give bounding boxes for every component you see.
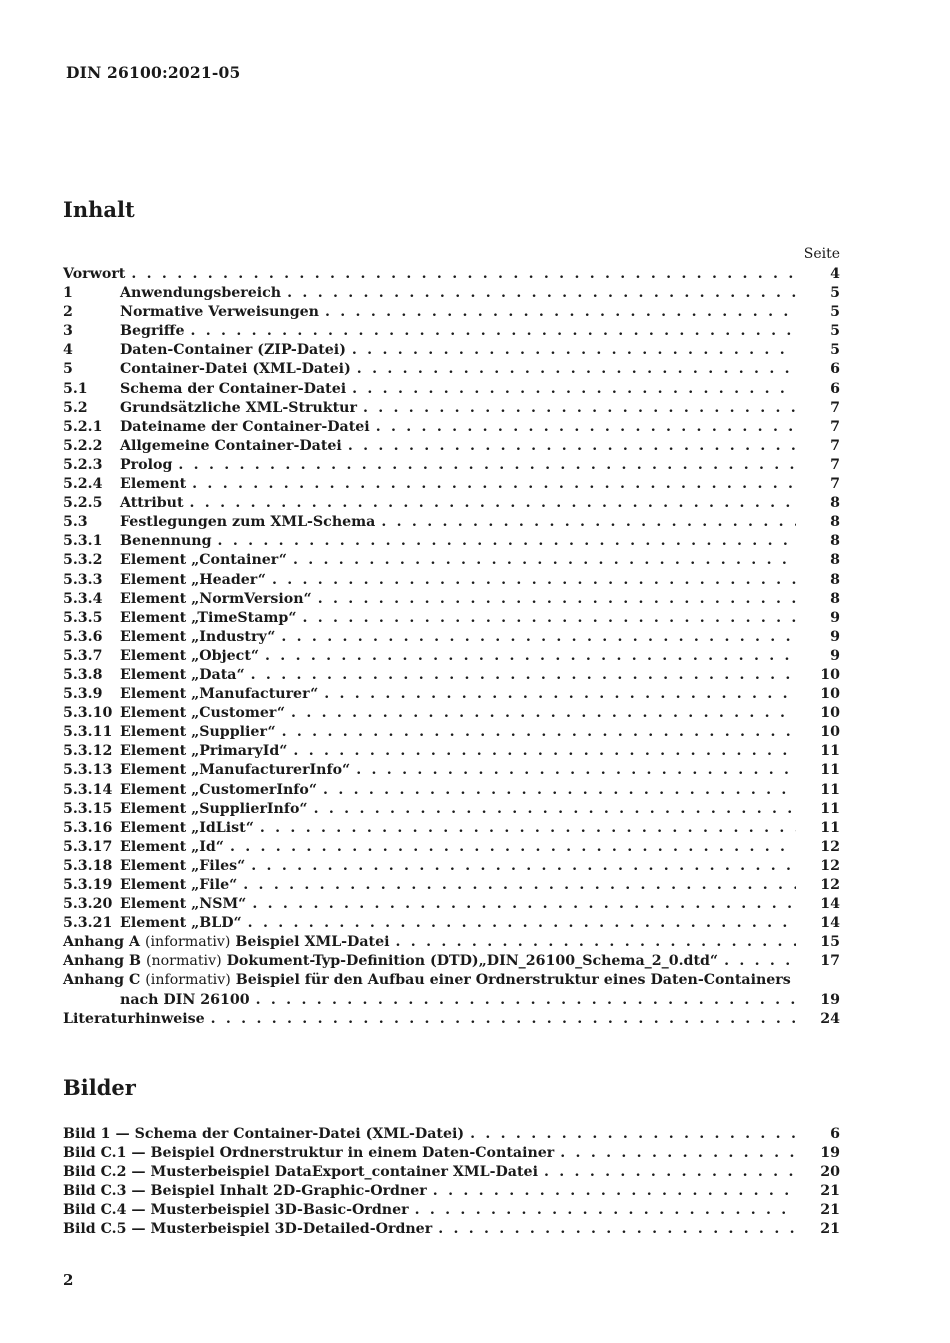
- toc-entry[interactable]: [63, 914, 840, 933]
- toc-leader-dots: [190, 322, 796, 341]
- list-of-figures: [63, 1125, 840, 1240]
- toc-entry-page: 19: [820, 991, 840, 1008]
- toc-leader-dots: [724, 952, 796, 971]
- toc-entry-number: 5.3.17: [63, 838, 113, 855]
- figure-entry[interactable]: [63, 1201, 840, 1220]
- annex-title-continuation: nach DIN 26100: [120, 991, 250, 1008]
- figure-entry-title: Bild C.4 — Musterbeispiel 3D-Basic-Ordner: [63, 1202, 409, 1219]
- toc-entry-page: 5: [830, 323, 840, 340]
- toc-leader-dots: [318, 590, 796, 609]
- toc-entry-title: Element „File“: [120, 877, 238, 893]
- toc-entry[interactable]: [63, 322, 840, 341]
- toc-entry-title: Element „TimeStamp“: [120, 609, 297, 626]
- toc-entry-number: 5.2.4: [63, 476, 103, 493]
- toc-entry-title: Element „Files“: [120, 857, 246, 874]
- toc-entry-title: Schema der Container-Datei: [120, 380, 347, 397]
- toc-entry[interactable]: [63, 838, 840, 857]
- toc-entry-page: 10: [820, 705, 840, 722]
- toc-entry[interactable]: [63, 666, 840, 685]
- toc-leader-dots: [218, 532, 796, 551]
- toc-entry[interactable]: [63, 609, 840, 628]
- toc-leader-dots: [251, 666, 796, 685]
- toc-entry-page: 12: [820, 838, 840, 855]
- toc-leader-dots: [438, 1220, 796, 1239]
- toc-annex-title-group: [63, 971, 791, 990]
- toc-leader-dots: [433, 1182, 796, 1201]
- toc-entry-number: 5: [63, 361, 73, 378]
- toc-entry-page: 10: [820, 686, 840, 703]
- toc-entry-page: 7: [830, 437, 840, 454]
- toc-leader-dots: [251, 857, 796, 876]
- page-column-label: Seite: [803, 246, 840, 262]
- toc-leader-dots: [376, 418, 796, 437]
- toc-entry[interactable]: [63, 647, 840, 666]
- annex-kind: (normativ): [145, 953, 222, 970]
- toc-entry[interactable]: [63, 284, 840, 303]
- toc-entry-page: 11: [820, 781, 840, 798]
- toc-entry-title: Grundsätzliche XML-Struktur: [120, 399, 357, 416]
- toc-entry-page: 12: [820, 877, 840, 893]
- contents-heading: Inhalt: [63, 197, 135, 222]
- toc-leader-dots: [363, 399, 796, 418]
- toc-entry-page: 9: [830, 647, 840, 664]
- annex-kind: (informativ): [144, 934, 231, 951]
- toc-entry[interactable]: [63, 265, 840, 284]
- toc-entry-page: 14: [820, 915, 840, 932]
- figure-entry[interactable]: [63, 1220, 840, 1239]
- figure-entry-title: Bild C.1 — Beispiel Ordnerstruktur in einem Daten-Container: [63, 1145, 555, 1162]
- toc-entry-page: 5: [830, 285, 840, 302]
- toc-entry[interactable]: [63, 494, 840, 513]
- toc-entry-number: 2: [63, 304, 73, 321]
- toc-entry-title: Allgemeine Container-Datei: [120, 437, 342, 454]
- toc-entry-title: Element „Container“: [120, 552, 287, 569]
- toc-entry-title: Normative Verweisungen: [120, 304, 319, 321]
- toc-entry-number: 5.3.12: [63, 743, 113, 760]
- toc-entry[interactable]: [63, 590, 840, 609]
- toc-entry-title: Element „BLD“: [120, 915, 242, 932]
- toc-entry-number: 5.2: [63, 399, 88, 416]
- toc-entry-page: 5: [830, 342, 840, 359]
- toc-annex-entry[interactable]: [63, 971, 840, 990]
- figure-entry-page: 21: [820, 1221, 840, 1238]
- toc-entry-title: Daten-Container (ZIP-Datei): [120, 342, 346, 359]
- toc-leader-dots: [302, 609, 796, 628]
- figure-entry-page: 6: [830, 1126, 840, 1142]
- toc-entry[interactable]: [63, 571, 840, 590]
- toc-leader-dots: [314, 800, 796, 819]
- toc-leader-dots: [291, 704, 796, 723]
- toc-entry[interactable]: [63, 341, 840, 360]
- toc-leader-dots: [352, 380, 796, 399]
- table-of-contents: [63, 265, 840, 1029]
- toc-entry-title: Dateiname der Container-Datei: [120, 418, 370, 435]
- toc-entry-title: Element „Customer“: [120, 705, 286, 722]
- toc-annex-entry[interactable]: [63, 952, 840, 971]
- toc-entry-page: 4: [830, 266, 840, 282]
- toc-entry-page: 6: [830, 380, 840, 397]
- toc-entry[interactable]: [63, 723, 840, 742]
- toc-annex-entry-continuation[interactable]: [63, 991, 840, 1010]
- toc-entry-number: 5.3.3: [63, 571, 103, 588]
- toc-entry-number: 5.2.1: [63, 418, 103, 435]
- toc-entry[interactable]: [63, 456, 840, 475]
- figure-entry-title: Bild C.5 — Musterbeispiel 3D-Detailed-Ordner: [63, 1221, 433, 1238]
- toc-entry-title: Element „Object“: [120, 647, 260, 664]
- toc-entry-page: 11: [820, 743, 840, 760]
- toc-entry-title: Element „Data“: [120, 666, 245, 683]
- toc-entry[interactable]: [63, 819, 840, 838]
- figure-entry-title: Bild C.2 — Musterbeispiel DataExport_container XML-Datei: [63, 1164, 538, 1181]
- toc-leader-dots: [560, 1144, 796, 1163]
- toc-entry[interactable]: [63, 781, 840, 800]
- toc-entry[interactable]: [63, 303, 840, 322]
- toc-entry-page: 6: [830, 361, 840, 378]
- toc-leader-dots: [260, 819, 796, 838]
- figure-entry-page: 21: [820, 1183, 840, 1200]
- toc-entry-number: 5.3.14: [63, 781, 113, 798]
- toc-entry-title: Festlegungen zum XML-Schema: [120, 514, 376, 531]
- toc-entry[interactable]: [63, 418, 840, 437]
- document-id: DIN 26100:2021-05: [66, 63, 241, 82]
- toc-entry-number: 5.3.5: [63, 609, 103, 626]
- toc-leader-dots: [396, 933, 796, 952]
- toc-leader-dots: [544, 1163, 796, 1182]
- toc-leader-dots: [356, 761, 796, 780]
- toc-leader-dots: [211, 1010, 796, 1029]
- toc-entry-number: 5.3.2: [63, 552, 103, 569]
- toc-entry[interactable]: [63, 761, 840, 780]
- toc-entry-page: 7: [830, 399, 840, 416]
- toc-entry-number: 5.1: [63, 380, 88, 397]
- toc-entry-page: 14: [820, 896, 840, 913]
- toc-entry-title: Prolog: [120, 456, 173, 473]
- toc-leader-dots: [324, 685, 796, 704]
- figure-entry[interactable]: [63, 1163, 840, 1182]
- toc-entry[interactable]: [63, 380, 840, 399]
- toc-entry-title: Element „Manufacturer“: [120, 686, 319, 703]
- toc-entry-number: 5.3.15: [63, 800, 113, 817]
- toc-entry-page: 17: [820, 953, 840, 970]
- toc-leader-dots: [293, 551, 796, 570]
- toc-entry[interactable]: [63, 513, 840, 532]
- toc-leader-dots: [415, 1201, 796, 1220]
- toc-leader-dots: [293, 742, 796, 761]
- toc-entry-page: 10: [820, 666, 840, 683]
- toc-entry-title: Element „NSM“: [120, 896, 247, 913]
- toc-leader-dots: [357, 360, 796, 379]
- toc-entry-page: 11: [820, 800, 840, 817]
- toc-entry-title: Element „SupplierInfo“: [120, 800, 308, 817]
- toc-entry-page: 9: [830, 628, 840, 645]
- toc-entry[interactable]: [63, 475, 840, 494]
- toc-leader-dots: [323, 781, 796, 800]
- toc-entry[interactable]: [63, 399, 840, 418]
- figure-entry[interactable]: [63, 1182, 840, 1201]
- toc-entry-page: 11: [820, 762, 840, 779]
- toc-entry-number: 5.3.6: [63, 628, 103, 645]
- toc-entry[interactable]: [63, 800, 840, 819]
- toc-entry-page: 8: [830, 552, 840, 569]
- toc-entry-number: 5.3.18: [63, 857, 113, 874]
- toc-entry-number: 5.3.19: [63, 877, 113, 893]
- toc-leader-dots: [178, 456, 796, 475]
- toc-leader-dots: [348, 437, 796, 456]
- annex-kind: (informativ): [145, 972, 231, 989]
- toc-entry-page: 8: [830, 495, 840, 512]
- toc-entry-number: 5.3.10: [63, 705, 113, 722]
- annex-label: Anhang B: [63, 953, 141, 970]
- toc-entry-page: 7: [830, 456, 840, 473]
- toc-leader-dots: [381, 513, 796, 532]
- toc-entry-title: Element „IdList“: [120, 819, 254, 836]
- toc-entry-title: Benennung: [120, 533, 212, 550]
- figures-heading: Bilder: [63, 1075, 136, 1100]
- toc-entry-page: 11: [820, 819, 840, 836]
- toc-entry-number: 5.2.5: [63, 495, 103, 512]
- toc-entry-number: 5.3.11: [63, 724, 113, 741]
- toc-entry-page: 8: [830, 514, 840, 531]
- toc-leader-dots: [281, 628, 796, 647]
- toc-annex-entry[interactable]: [63, 933, 840, 952]
- toc-entry[interactable]: [63, 551, 840, 570]
- annex-label: Anhang C: [63, 972, 141, 989]
- toc-entry-page: 12: [820, 857, 840, 874]
- toc-entry-number: 5.2.3: [63, 456, 103, 473]
- toc-entry-title: Container-Datei (XML-Datei): [120, 361, 351, 378]
- figure-entry[interactable]: [63, 1144, 840, 1163]
- toc-leader-dots: [272, 571, 796, 590]
- toc-entry-number: 5.3.1: [63, 533, 103, 550]
- toc-leader-dots: [256, 991, 796, 1010]
- toc-entry-page: 15: [820, 934, 840, 951]
- toc-entry-number: 5.3.7: [63, 647, 103, 664]
- toc-entry-page: 8: [830, 533, 840, 550]
- figure-entry-page: 21: [820, 1202, 840, 1219]
- toc-leader-dots: [243, 876, 796, 895]
- toc-entry-title: Anwendungsbereich: [120, 285, 282, 302]
- figure-entry-title: Bild 1 — Schema der Container-Datei (XML-Datei): [63, 1126, 465, 1142]
- annex-title: Dokument-Typ-Definition (DTD)„DIN_26100_Schema_2_0.dtd“: [226, 953, 719, 970]
- toc-entry-title: Attribut: [120, 495, 184, 512]
- toc-leader-dots: [252, 895, 796, 914]
- toc-entry[interactable]: [63, 437, 840, 456]
- toc-entry-page: 10: [820, 724, 840, 741]
- toc-entry[interactable]: [63, 532, 840, 551]
- toc-entry[interactable]: [63, 876, 840, 895]
- toc-entry-number: 5.3.8: [63, 666, 103, 683]
- toc-entry-number: 4: [63, 342, 73, 359]
- toc-entry-title: Element „PrimaryId“: [120, 743, 288, 760]
- annex-title: Beispiel für den Aufbau einer Ordnerstruktur eines Daten-Containers: [235, 972, 791, 989]
- figure-entry-title: Bild C.3 — Beispiel Inhalt 2D-Graphic-Ordner: [63, 1183, 427, 1200]
- toc-leader-dots: [230, 838, 796, 857]
- toc-entry-page: 7: [830, 418, 840, 435]
- toc-entry-title: Element „Id“: [120, 838, 224, 855]
- annex-label: Anhang A: [63, 934, 141, 951]
- figure-entry[interactable]: [63, 1125, 840, 1144]
- toc-leader-dots: [325, 303, 796, 322]
- toc-entry-number: 5.3.21: [63, 915, 113, 932]
- toc-entry[interactable]: [63, 360, 840, 379]
- toc-entry[interactable]: [63, 704, 840, 723]
- toc-entry-title: Element „CustomerInfo“: [120, 781, 318, 798]
- toc-annex-title-group: [63, 952, 718, 971]
- toc-entry-number: 5.3.9: [63, 686, 103, 703]
- toc-entry-title: Vorwort: [63, 266, 126, 282]
- toc-bibliography-entry[interactable]: [63, 1010, 840, 1029]
- figure-entry-page: 20: [820, 1164, 840, 1181]
- toc-entry-title: Literaturhinweise: [63, 1010, 205, 1027]
- toc-entry-number: 5.3.16: [63, 819, 113, 836]
- toc-leader-dots: [265, 647, 796, 666]
- toc-entry-title: Element: [120, 476, 187, 493]
- toc-entry-number: 5.2.2: [63, 437, 103, 454]
- toc-leader-dots: [352, 341, 796, 360]
- toc-entry-number: 1: [63, 285, 73, 302]
- toc-entry[interactable]: [63, 857, 840, 876]
- toc-leader-dots: [282, 723, 796, 742]
- toc-leader-dots: [131, 265, 796, 284]
- toc-leader-dots: [287, 284, 796, 303]
- toc-entry-page: 8: [830, 571, 840, 588]
- toc-entry[interactable]: [63, 895, 840, 914]
- toc-leader-dots: [192, 475, 796, 494]
- toc-entry-number: 5.3.4: [63, 590, 103, 607]
- toc-entry-number: 5.3.13: [63, 762, 113, 779]
- toc-entry-title: Begriffe: [120, 323, 185, 340]
- toc-entry-title: Element „Header“: [120, 571, 266, 588]
- toc-entry[interactable]: [63, 742, 840, 761]
- toc-entry-page: 7: [830, 476, 840, 493]
- page-number: 2: [63, 1271, 74, 1289]
- toc-leader-dots: [248, 914, 796, 933]
- toc-entry-page: 24: [820, 1010, 840, 1027]
- toc-entry-title: Element „ManufacturerInfo“: [120, 762, 351, 779]
- toc-entry-page: 8: [830, 590, 840, 607]
- toc-entry-title: Element „NormVersion“: [120, 590, 312, 607]
- figure-entry-page: 19: [820, 1145, 840, 1162]
- annex-title: Beispiel XML-Datei: [235, 934, 390, 951]
- toc-leader-dots: [190, 494, 796, 513]
- toc-entry-title: Element „Supplier“: [120, 724, 276, 741]
- toc-entry[interactable]: [63, 685, 840, 704]
- toc-entry[interactable]: [63, 628, 840, 647]
- toc-entry-number: 5.3: [63, 514, 88, 531]
- toc-entry-page: 9: [830, 609, 840, 626]
- toc-entry-number: 3: [63, 323, 73, 340]
- toc-entry-title: Element „Industry“: [120, 628, 276, 645]
- toc-leader-dots: [470, 1125, 796, 1144]
- toc-entry-number: 5.3.20: [63, 896, 113, 913]
- toc-entry-page: 5: [830, 304, 840, 321]
- toc-annex-title-group: [63, 933, 390, 952]
